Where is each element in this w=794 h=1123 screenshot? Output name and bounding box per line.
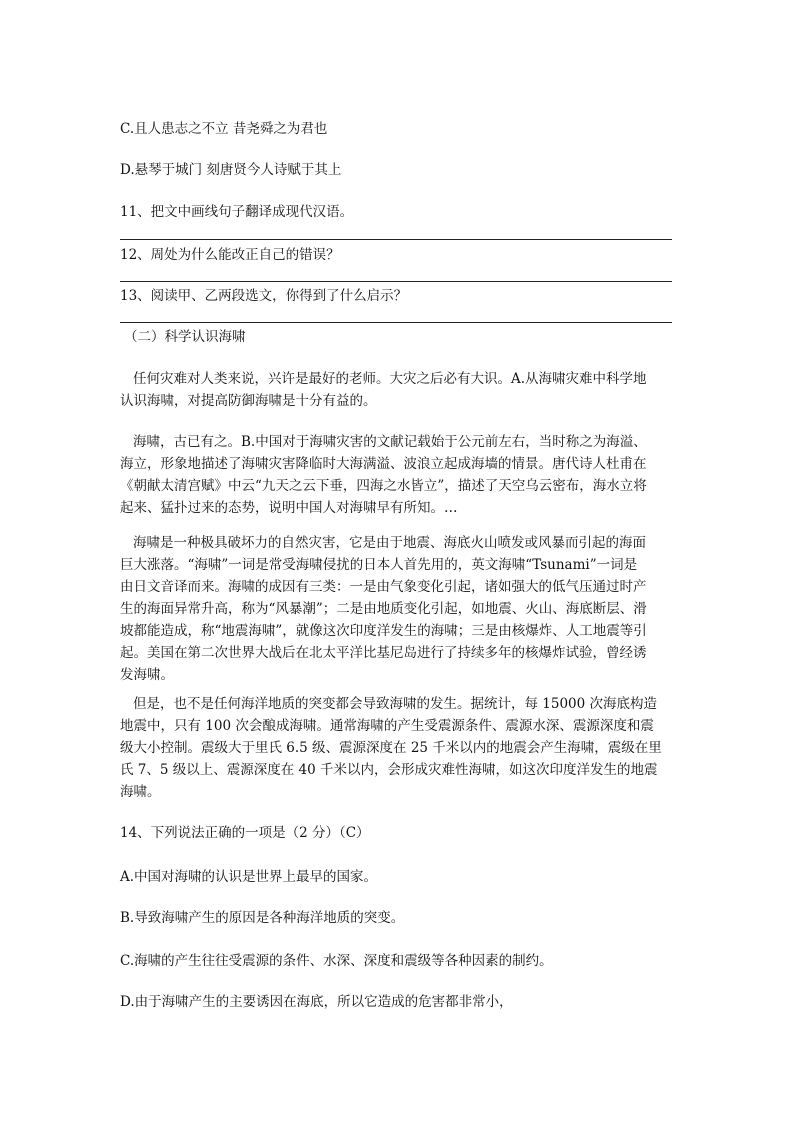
paragraph-2-line: 海立，形象地描述了海啸灾害降临时大海满溢、波浪立起成海墙的情景。唐代诗人杜甫在 <box>120 456 647 472</box>
question-14-option-c: C.海啸的产生往往受震源的条件、水深、深度和震级等各种因素的制约。 <box>120 953 553 969</box>
question-13: 13、阅读甲、乙两段选文，你得到了什么启示？ <box>120 288 408 304</box>
paragraph-1-line: 任何灾难对人类来说，兴许是最好的老师。大灾之后必有大识。A.从海啸灾难中科学地 <box>133 371 647 387</box>
paragraph-3-line: 海啸是一种极具破坏力的自然灾害，它是由于地震、海底火山喷发或风暴而引起的海面 <box>133 535 646 551</box>
paragraph-3-line: 生的海面异常升高，称为“风暴潮”；二是由地质变化引起，如地震、火山、海底断层、滑 <box>120 601 647 617</box>
paragraph-2-line: 起来、猛扑过来的态势，说明中国人对海啸早有所知。… <box>120 500 458 516</box>
section-title: （二）科学认识海啸 <box>124 329 246 345</box>
answer-line-13 <box>120 322 672 323</box>
paragraph-4-line: 级大小控制。震级大于里氏 6.5 级、震源深度在 25 千米以内的地震会产生海啸，震级在里 <box>120 740 662 756</box>
question-14-option-d: D.由于海啸产生的主要诱因在海底，所以它造成的危害都非常小， <box>120 994 513 1010</box>
option-c-prev: C.且人患志之不立 昔尧舜之为君也 <box>120 121 328 137</box>
answer-line-11 <box>120 239 672 240</box>
question-12: 12、周处为什么能改正自己的错误？ <box>120 247 340 263</box>
paragraph-3-line: 坡都能造成，称“地震海啸”，就像这次印度洋发生的海啸；三是由核爆炸、人工地震等引 <box>120 623 647 639</box>
paragraph-1-line: 认识海啸，对提高防御海啸是十分有益的。 <box>120 393 377 409</box>
paragraph-1 <box>120 368 675 412</box>
question-11: 11、把文中画线句子翻译成现代汉语。 <box>120 204 354 220</box>
paragraph-4-line: 地震中，只有 100 次会酿成海啸。通常海啸的产生受震源条件、震源水深、震源深度和震 <box>120 718 654 734</box>
question-14-option-b: B.导致海啸产生的原因是各种海洋地质的突变。 <box>120 910 405 926</box>
paragraph-3 <box>120 532 675 686</box>
paragraph-2 <box>120 431 675 519</box>
paragraph-3-line: 由日文音译而来。海啸的成因有三类：一是由气象变化引起，诸如强大的低气压通过时产 <box>120 579 647 595</box>
answer-line-12 <box>120 281 672 282</box>
question-14-option-a: A.中国对海啸的认识是世界上最早的国家。 <box>120 869 378 885</box>
paragraph-3-line: 发海啸。 <box>120 667 174 683</box>
paragraph-3-line: 巨大涨落。“海啸”一词是常受海啸侵扰的日本人首先用的，英文海啸“Tsunami”一词是 <box>120 557 638 573</box>
paragraph-3-line: 起。美国在第二次世界大战后在北太平洋比基尼岛进行了持续多年的核爆炸试验，曾经诱 <box>120 645 647 661</box>
question-14: 14、下列说法正确的一项是（2 分）（C） <box>120 825 370 841</box>
paragraph-4-line: 海啸。 <box>120 784 161 800</box>
paragraph-2-line: 海啸，古已有之。B.中国对于海啸灾害的文献记载始于公元前左右，当时称之为海溢、 <box>133 434 647 450</box>
paragraph-2-line: 《朝献太清宫赋》中云“九天之云下垂，四海之水皆立”，描述了天空乌云密布，海水立将 <box>120 478 647 494</box>
option-d-prev: D.悬琴于城门 刻唐贤今人诗赋于其上 <box>120 162 342 178</box>
paragraph-4 <box>120 693 675 803</box>
paragraph-4-line: 氏 7、5 级以上、震源深度在 40 千米以内，会形成灾难性海啸，如这次印度洋发生的地震 <box>120 762 658 778</box>
paragraph-4-line: 但是，也不是任何海洋地质的突变都会导致海啸的发生。据统计，每 15000 次海底构造 <box>133 696 658 712</box>
